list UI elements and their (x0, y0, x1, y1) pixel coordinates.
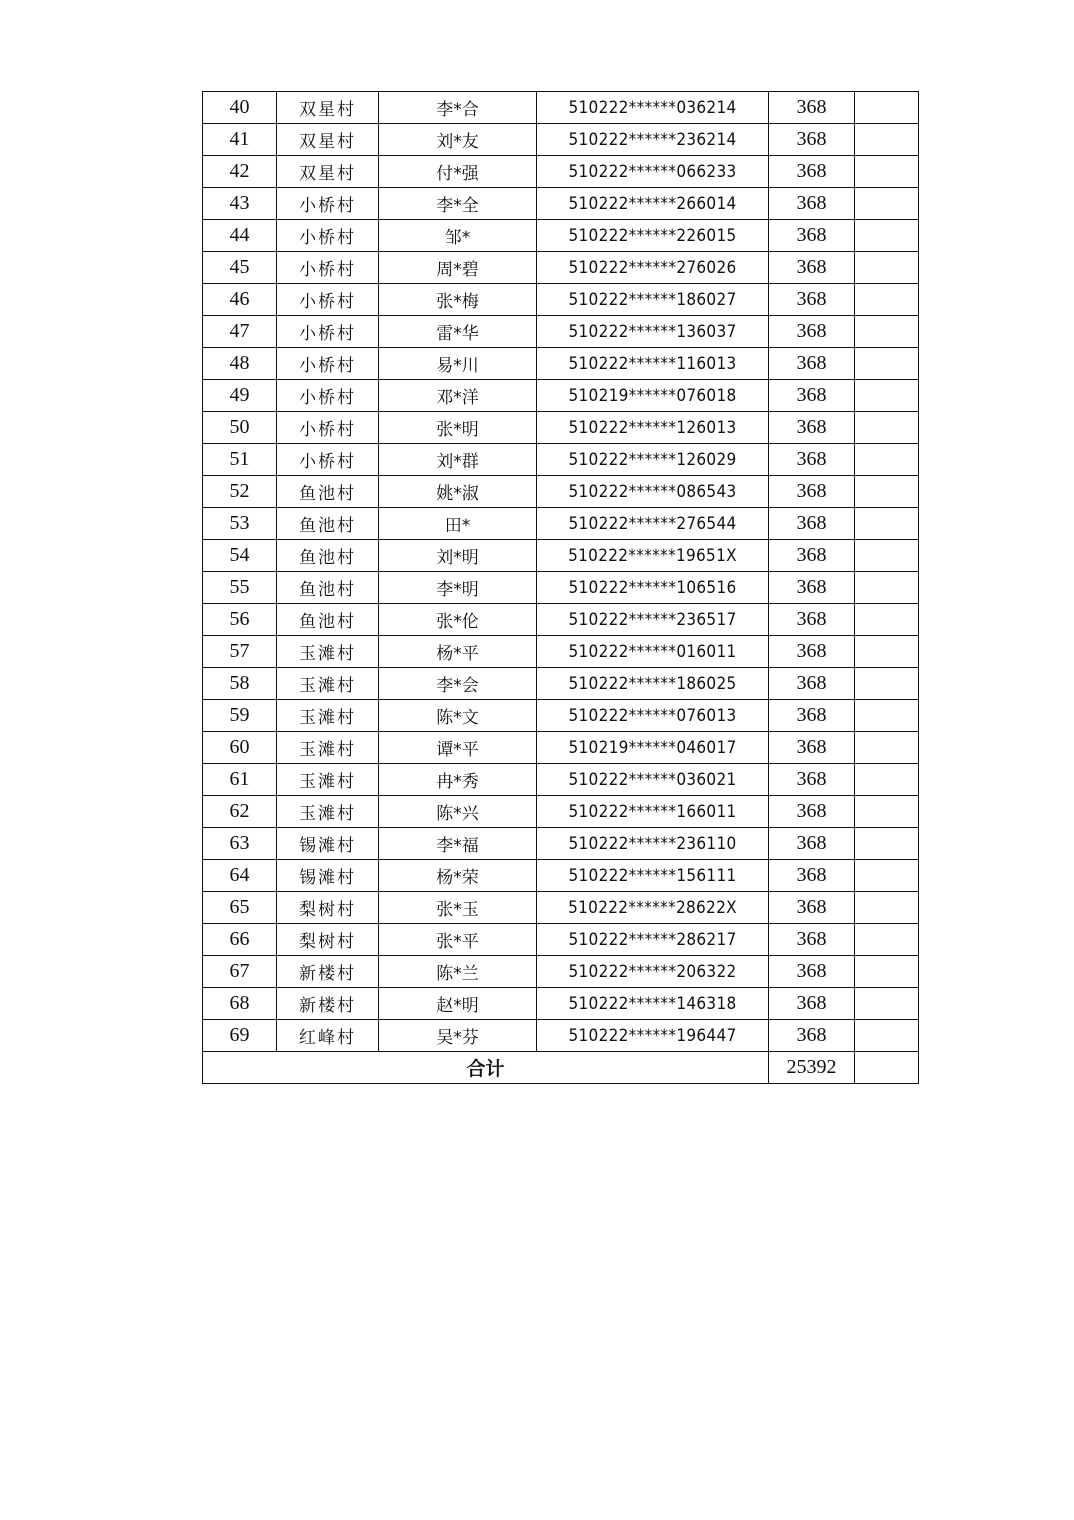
note-cell (855, 252, 919, 284)
village-cell: 玉滩村 (277, 796, 379, 828)
name-cell: 张*伦 (379, 604, 537, 636)
row-number: 51 (203, 444, 277, 476)
village-cell: 鱼池村 (277, 508, 379, 540)
village-cell: 小桥村 (277, 220, 379, 252)
village-cell: 鱼池村 (277, 540, 379, 572)
row-number: 49 (203, 380, 277, 412)
village-cell: 双星村 (277, 92, 379, 124)
name-cell: 张*平 (379, 924, 537, 956)
amount-cell: 368 (769, 444, 855, 476)
row-number: 43 (203, 188, 277, 220)
table-row (203, 764, 919, 796)
name-cell: 周*碧 (379, 252, 537, 284)
note-cell (855, 732, 919, 764)
amount-cell: 368 (769, 124, 855, 156)
id-number-cell: 510222******236214 (537, 124, 769, 156)
table-row (203, 412, 919, 444)
note-cell (855, 188, 919, 220)
amount-cell: 368 (769, 700, 855, 732)
table-row (203, 668, 919, 700)
row-number: 50 (203, 412, 277, 444)
name-cell: 李*福 (379, 828, 537, 860)
id-number-cell: 510222******136037 (537, 316, 769, 348)
id-number-cell: 510222******126013 (537, 412, 769, 444)
village-cell: 红峰村 (277, 1020, 379, 1052)
note-cell (855, 1020, 919, 1052)
id-number-cell: 510222******196447 (537, 1020, 769, 1052)
name-cell: 杨*平 (379, 636, 537, 668)
note-cell (855, 220, 919, 252)
id-number-cell: 510222******226015 (537, 220, 769, 252)
note-cell (855, 764, 919, 796)
id-number-cell: 510222******016011 (537, 636, 769, 668)
row-number: 52 (203, 476, 277, 508)
total-note (855, 1052, 919, 1084)
village-cell: 小桥村 (277, 412, 379, 444)
village-cell: 梨树村 (277, 892, 379, 924)
name-cell: 邹* (379, 220, 537, 252)
row-number: 40 (203, 92, 277, 124)
note-cell (855, 924, 919, 956)
id-number-cell: 510222******036214 (537, 92, 769, 124)
id-number-cell: 510222******186027 (537, 284, 769, 316)
name-cell: 陈*兰 (379, 956, 537, 988)
id-number-cell: 510222******156111 (537, 860, 769, 892)
name-cell: 付*强 (379, 156, 537, 188)
village-cell: 小桥村 (277, 380, 379, 412)
row-number: 57 (203, 636, 277, 668)
note-cell (855, 636, 919, 668)
row-number: 55 (203, 572, 277, 604)
village-cell: 小桥村 (277, 252, 379, 284)
table-row (203, 732, 919, 764)
amount-cell: 368 (769, 284, 855, 316)
table-row (203, 316, 919, 348)
row-number: 44 (203, 220, 277, 252)
id-number-cell: 510219******076018 (537, 380, 769, 412)
id-number-cell: 510222******166011 (537, 796, 769, 828)
note-cell (855, 476, 919, 508)
note-cell (855, 828, 919, 860)
village-cell: 小桥村 (277, 316, 379, 348)
row-number: 62 (203, 796, 277, 828)
note-cell (855, 380, 919, 412)
id-number-cell: 510222******286217 (537, 924, 769, 956)
note-cell (855, 412, 919, 444)
name-cell: 邓*洋 (379, 380, 537, 412)
amount-cell: 368 (769, 732, 855, 764)
amount-cell: 368 (769, 188, 855, 220)
name-cell: 张*玉 (379, 892, 537, 924)
amount-cell: 368 (769, 412, 855, 444)
row-number: 59 (203, 700, 277, 732)
name-cell: 李*全 (379, 188, 537, 220)
amount-cell: 368 (769, 892, 855, 924)
note-cell (855, 604, 919, 636)
total-amount: 25392 (769, 1052, 855, 1084)
note-cell (855, 92, 919, 124)
village-cell: 小桥村 (277, 348, 379, 380)
amount-cell: 368 (769, 156, 855, 188)
row-number: 68 (203, 988, 277, 1020)
name-cell: 田* (379, 508, 537, 540)
table-row (203, 508, 919, 540)
village-cell: 鱼池村 (277, 572, 379, 604)
row-number: 46 (203, 284, 277, 316)
village-cell: 玉滩村 (277, 668, 379, 700)
amount-cell: 368 (769, 348, 855, 380)
table-body (203, 92, 919, 1052)
table-row (203, 444, 919, 476)
table-row (203, 348, 919, 380)
table-row (203, 476, 919, 508)
id-number-cell: 510222******066233 (537, 156, 769, 188)
village-cell: 双星村 (277, 124, 379, 156)
name-cell: 杨*荣 (379, 860, 537, 892)
name-cell: 雷*华 (379, 316, 537, 348)
table-row (203, 860, 919, 892)
row-number: 63 (203, 828, 277, 860)
table-row (203, 188, 919, 220)
table-row (203, 1020, 919, 1052)
name-cell: 刘*群 (379, 444, 537, 476)
id-number-cell: 510222******236110 (537, 828, 769, 860)
village-cell: 双星村 (277, 156, 379, 188)
village-cell: 锡滩村 (277, 860, 379, 892)
amount-cell: 368 (769, 988, 855, 1020)
row-number: 48 (203, 348, 277, 380)
table-row (203, 828, 919, 860)
note-cell (855, 444, 919, 476)
name-cell: 陈*兴 (379, 796, 537, 828)
id-number-cell: 510222******106516 (537, 572, 769, 604)
note-cell (855, 860, 919, 892)
id-number-cell: 510222******146318 (537, 988, 769, 1020)
table-row (203, 636, 919, 668)
name-cell: 陈*文 (379, 700, 537, 732)
table-row (203, 892, 919, 924)
note-cell (855, 572, 919, 604)
row-number: 65 (203, 892, 277, 924)
row-number: 67 (203, 956, 277, 988)
amount-cell: 368 (769, 220, 855, 252)
name-cell: 谭*平 (379, 732, 537, 764)
amount-cell: 368 (769, 1020, 855, 1052)
amount-cell: 368 (769, 636, 855, 668)
name-cell: 姚*淑 (379, 476, 537, 508)
village-cell: 梨树村 (277, 924, 379, 956)
note-cell (855, 156, 919, 188)
amount-cell: 368 (769, 924, 855, 956)
amount-cell: 368 (769, 540, 855, 572)
table-row (203, 124, 919, 156)
row-number: 53 (203, 508, 277, 540)
table-row (203, 220, 919, 252)
row-number: 54 (203, 540, 277, 572)
note-cell (855, 508, 919, 540)
amount-cell: 368 (769, 572, 855, 604)
id-number-cell: 510222******266014 (537, 188, 769, 220)
name-cell: 李*明 (379, 572, 537, 604)
note-cell (855, 540, 919, 572)
village-cell: 新楼村 (277, 956, 379, 988)
amount-cell: 368 (769, 380, 855, 412)
amount-cell: 368 (769, 508, 855, 540)
village-cell: 小桥村 (277, 284, 379, 316)
table-row (203, 252, 919, 284)
name-cell: 吴*芬 (379, 1020, 537, 1052)
amount-cell: 368 (769, 604, 855, 636)
amount-cell: 368 (769, 828, 855, 860)
table-row (203, 380, 919, 412)
id-number-cell: 510222******276544 (537, 508, 769, 540)
name-cell: 易*川 (379, 348, 537, 380)
name-cell: 张*梅 (379, 284, 537, 316)
row-number: 61 (203, 764, 277, 796)
note-cell (855, 668, 919, 700)
table-row (203, 572, 919, 604)
amount-cell: 368 (769, 252, 855, 284)
amount-cell: 368 (769, 92, 855, 124)
table-row (203, 700, 919, 732)
id-number-cell: 510222******28622X (537, 892, 769, 924)
village-cell: 鱼池村 (277, 604, 379, 636)
id-number-cell: 510222******126029 (537, 444, 769, 476)
row-number: 58 (203, 668, 277, 700)
row-number: 45 (203, 252, 277, 284)
note-cell (855, 316, 919, 348)
village-cell: 锡滩村 (277, 828, 379, 860)
table-row (203, 92, 919, 124)
note-cell (855, 348, 919, 380)
village-cell: 玉滩村 (277, 764, 379, 796)
table-row (203, 156, 919, 188)
id-number-cell: 510222******206322 (537, 956, 769, 988)
note-cell (855, 796, 919, 828)
total-label: 合计 (203, 1052, 769, 1084)
row-number: 69 (203, 1020, 277, 1052)
village-cell: 小桥村 (277, 444, 379, 476)
id-number-cell: 510222******116013 (537, 348, 769, 380)
name-cell: 冉*秀 (379, 764, 537, 796)
row-number: 66 (203, 924, 277, 956)
amount-cell: 368 (769, 956, 855, 988)
row-number: 42 (203, 156, 277, 188)
name-cell: 李*会 (379, 668, 537, 700)
name-cell: 李*合 (379, 92, 537, 124)
note-cell (855, 700, 919, 732)
village-cell: 玉滩村 (277, 700, 379, 732)
id-number-cell: 510222******236517 (537, 604, 769, 636)
village-cell: 玉滩村 (277, 636, 379, 668)
note-cell (855, 124, 919, 156)
row-number: 56 (203, 604, 277, 636)
amount-cell: 368 (769, 316, 855, 348)
id-number-cell: 510219******046017 (537, 732, 769, 764)
table-row (203, 924, 919, 956)
id-number-cell: 510222******276026 (537, 252, 769, 284)
amount-cell: 368 (769, 476, 855, 508)
village-cell: 新楼村 (277, 988, 379, 1020)
note-cell (855, 892, 919, 924)
village-cell: 玉滩村 (277, 732, 379, 764)
note-cell (855, 956, 919, 988)
name-cell: 刘*友 (379, 124, 537, 156)
row-number: 60 (203, 732, 277, 764)
name-cell: 张*明 (379, 412, 537, 444)
row-number: 47 (203, 316, 277, 348)
table-row (203, 540, 919, 572)
id-number-cell: 510222******19651X (537, 540, 769, 572)
village-cell: 小桥村 (277, 188, 379, 220)
amount-cell: 368 (769, 668, 855, 700)
table-row (203, 284, 919, 316)
note-cell (855, 284, 919, 316)
name-cell: 赵*明 (379, 988, 537, 1020)
row-number: 41 (203, 124, 277, 156)
amount-cell: 368 (769, 764, 855, 796)
id-number-cell: 510222******076013 (537, 700, 769, 732)
table-row (203, 988, 919, 1020)
total-row (203, 1052, 919, 1084)
row-number: 64 (203, 860, 277, 892)
id-number-cell: 510222******186025 (537, 668, 769, 700)
recipient-table (202, 91, 919, 1084)
id-number-cell: 510222******086543 (537, 476, 769, 508)
amount-cell: 368 (769, 796, 855, 828)
name-cell: 刘*明 (379, 540, 537, 572)
id-number-cell: 510222******036021 (537, 764, 769, 796)
village-cell: 鱼池村 (277, 476, 379, 508)
amount-cell: 368 (769, 860, 855, 892)
table-row (203, 604, 919, 636)
note-cell (855, 988, 919, 1020)
table-row (203, 956, 919, 988)
table-row (203, 796, 919, 828)
